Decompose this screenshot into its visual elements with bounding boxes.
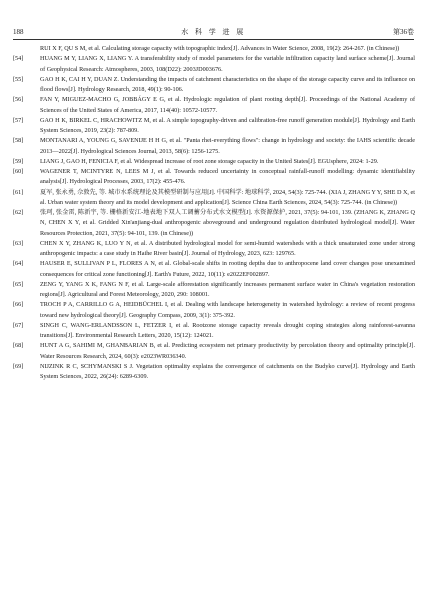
page-header	[13, 26, 414, 38]
reference-number: [68]	[13, 342, 24, 350]
reference-text: ZENG Y, YANG X K, FANG N F, et al. Large-scale afforestation significantly increases permanent surface water in China's vegetation restoration regions[J]. Agricultural and Forest Meteorology, 2020, 290: 108001.	[40, 280, 415, 298]
reference-item	[13, 259, 415, 280]
reference-number: [63]	[13, 239, 24, 247]
reference-item	[13, 75, 415, 96]
reference-list	[13, 44, 415, 382]
reference-text: 夏军, 张永勇, 佘敦先, 等. 城市水系统理论及其模型研制与应用[J]. 中国科学: 地球科学, 2024, 54(3): 725-744. (XIA J, ZHANG Y Y, SHE D X, et al. Urban water system theory and its model development and application[J]. Science China Earth Sciences, 2024, 54(3): 725-744. (in Chinese))	[40, 188, 415, 206]
reference-text: GAO H K, CAI H Y, DUAN Z. Understanding the impacts of catchment characteristics on the shape of the storage capacity curve and its influence on flood flows[J]. Hydrology Research, 2018, 49(1): 90-106.	[40, 75, 415, 93]
reference-text: MONTANARI A, YOUNG G, SAVENIJE H H G, et al. "Panta rhei-everything flows": change in hydrology and society: the IAHS scientific decade 2013—2022[J]. Hydrological Sciences Journal, 2013, 58(6): 1256-1275.	[40, 137, 415, 155]
reference-text: FAN Y, MIGUEZ-MACHO G, JOBBÁGY E G, et al. Hydrologic regulation of plant rooting depth[J]. Proceedings of the National Academy of Sciences of the United States of America, 2017, 114(40): 10572-10577.	[40, 96, 415, 114]
reference-item	[13, 239, 415, 260]
reference-text: LIANG J, GAO H, FENICIA F, et al. Widespread increase of root zone storage capacity in the United States[J]. EGUsphere, 2024: 1-29.	[40, 157, 379, 165]
reference-text: GAO H K, BIRKEL C, HRACHOWITZ M, et al. A simple topography-driven and calibration-free runoff generation module[J]. Hydrology and Earth System Sciences, 2019, 23(2): 787-809.	[40, 116, 415, 134]
reference-text: HUANG M Y, LIANG X, LIANG Y. A transferability study of model parameters for the variable infiltration capacity land surface scheme[J]. Journal of Geophysical Research: Atmospheres, 2003, 108(D22): 2003JD003676.	[40, 55, 415, 73]
reference-text: NIJZINK R C, SCHYMANSKI S J. Vegetation optimality explains the convergence of catchments on the Budyko curve[J]. Hydrology and Earth System Sciences, 2022, 26(24): 6289-6309.	[40, 362, 415, 380]
reference-item	[13, 167, 415, 188]
reference-text: HUNT A G, SAHIMI M, GHANBARIAN B, et al. Predicting ecosystem net primary productivity by percolation theory and optimality principle[J]. Water Resources Research, 2024, 60(3): e2023WR036340.	[40, 342, 415, 360]
reference-number: [61]	[13, 188, 24, 196]
header-rule	[13, 39, 414, 40]
reference-item	[13, 95, 415, 116]
reference-text: WAGENER T, MCINTYRE N, LEES M J, et al. Towards reduced uncertainty in conceptual rainfall-runoff modelling: dynamic identifiability analysis[J]. Hydrological Processes, 2003, 17(2): 455-476.	[40, 168, 415, 186]
reference-item	[13, 362, 415, 383]
reference-text: HAUSER E, SULLIVAN P L, FLORES A N, et al. Global-scale shifts in rooting depths due to anthropocene land cover changes pose unexamined consequences for critical zone functioning[J]. Earth's Future, 2022, 10(11): e2022EF002897.	[40, 260, 415, 278]
reference-number: [64]	[13, 260, 24, 268]
reference-number: [55]	[13, 75, 24, 83]
reference-item	[13, 157, 415, 167]
reference-number: [56]	[13, 96, 24, 104]
volume-label: 第36卷	[393, 28, 414, 36]
reference-item	[13, 54, 415, 75]
reference-item	[13, 44, 415, 54]
reference-number: [67]	[13, 321, 24, 329]
reference-number: [60]	[13, 168, 24, 175]
reference-number: [54]	[13, 55, 24, 63]
reference-text: TROCH P A, CARRILLO G A, HEIDBÜCHEL I, et al. Dealing with landscape heterogeneity in watershed hydrology: a review of recent progress toward new hydrological theory[J]. Geography Compass, 2009, 3(1): 375-392.	[40, 301, 415, 319]
journal-title: 水 科 学 进 展	[181, 28, 246, 36]
reference-item	[13, 208, 415, 239]
reference-item	[13, 341, 415, 362]
reference-item	[13, 116, 415, 137]
reference-number: [69]	[13, 362, 24, 370]
reference-number: [57]	[13, 116, 24, 124]
reference-item	[13, 321, 415, 342]
reference-text: CHEN X Y, ZHANG K, LUO Y N, et al. A distributed hydrological model for semi-humid watersheds with a thick unsaturated zone under strong anthropogenic impacts: a case study in Haihe River basin[J]. Journal of Hydrology, 2023, 623: 129765.	[40, 239, 415, 257]
reference-item	[13, 136, 415, 157]
reference-number: [66]	[13, 301, 24, 309]
reference-item	[13, 280, 415, 301]
reference-text: SINGH C, WANG-ERLANDSSON L, FETZER I, et al. Rootzone storage capacity reveals drought coping strategies along rainforest-savanna transitions[J]. Environmental Research Letters, 2020, 15(12): 124021.	[40, 321, 415, 339]
reference-item	[13, 188, 415, 209]
reference-text: RUI X F, QU S M, et al. Calculating storage capacity with topographic index[J]. Advances in Water Science, 2008, 19(2): 264-267. (in Chinese))	[40, 45, 400, 52]
reference-number: [59]	[13, 157, 24, 165]
reference-number: [65]	[13, 280, 24, 288]
reference-number: [62]	[13, 209, 24, 216]
reference-number: [58]	[13, 137, 24, 145]
page-number: 188	[13, 28, 24, 36]
reference-item	[13, 300, 415, 321]
reference-text: 张珂, 张金雷, 陈新宇, 等. 栅格新安江-地表地下双人工调蓄分布式水文模型[J]. 水资源保护, 2021, 37(5): 94-101, 139. (ZHANG K, ZHANG Q N, CHEN X Y, et al. Gridded Xin'anjiang-dual anthropogenic aboveground and underground regulation distributed hydrological model[J]. Water Resources Protection, 2021, 37(5): 94-101, 139. (in Chinese))	[40, 209, 415, 237]
